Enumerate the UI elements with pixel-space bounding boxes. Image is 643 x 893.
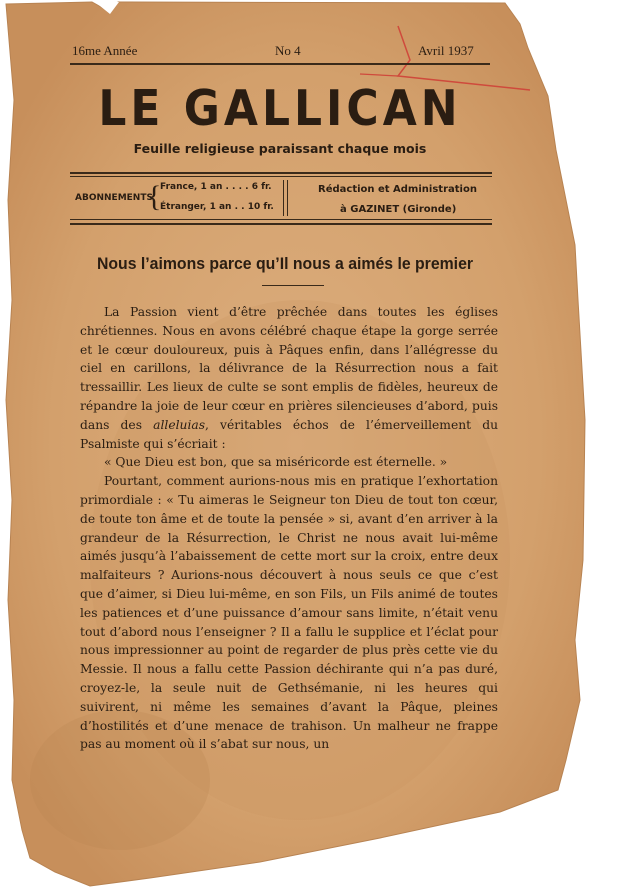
quote: « Que Dieu est bon, que sa miséricorde est éternelle. » xyxy=(104,455,448,470)
article-body xyxy=(80,303,498,754)
paragraph: Pourtant, comment aurions-nous mis en pratique l’exhortation primordiale : « Tu aimeras le Seigneur ton Dieu de tout ton cœur, de toute ton âme et de toute la pensée » si, avant d’en arriver à la grandeur de la Résurrection, le Christ ne nous avait lui-même aimés jusqu’à l’abaissement de cette mort sur la croix, entre deux malfaiteurs ? Aurions-nous découvert à nous seuls ce que c’est que d’aimer, si Dieu lui-même, en son Fils, un Fils animé de toutes les patiences et d’une puissance d’amour sans limite, n’était venu tout d’abord nous l’enseigner ? Il a fallu le supplice et l’éclat pour nous impressionner au point de regarder de plus près cette vie du Messie. Il nous a fallu cette Passion déchirante qui n’a pas duré, croyez-le, la seule nuit de Gethsémanie, ni les heures qui suivirent, ni même les semaines d’avant la Pâque, pleines d’hostilités et d’une menace de trahison. Un malheur ne frappe pas au moment où il s’abat sur nous, un xyxy=(80,474,498,752)
column-divider xyxy=(287,180,288,216)
issue-date: Avril 1937 xyxy=(418,43,474,58)
top-rule xyxy=(70,63,490,65)
subscriptions-label: ABONNEMENTS xyxy=(75,193,153,203)
brace-icon: { xyxy=(147,180,162,213)
header-rule-top xyxy=(70,172,492,174)
rate-france: France, 1 an . . . . 6 fr. xyxy=(160,182,272,192)
article-title: Nous l’aimons parce qu’Il nous a aimés le premier xyxy=(96,254,474,273)
rate-etranger: Étranger, 1 an . . 10 fr. xyxy=(160,202,274,212)
header-rule-bottom xyxy=(70,223,492,225)
newspaper-subtitle: Feuille religieuse paraissant chaque mois xyxy=(133,141,427,156)
paragraph xyxy=(80,303,498,453)
column-divider xyxy=(283,180,284,216)
paragraph-text-italic: alleluias xyxy=(153,417,206,432)
issue-year: 16me Année xyxy=(72,43,138,58)
title-underline xyxy=(262,285,324,286)
redaction-label: Rédaction et Administration xyxy=(318,184,477,195)
header-rule-top-thin xyxy=(70,176,492,177)
paragraph-text: La Passion vient d’être prêchée dans toutes les églises chrétiennes. Nous en avons célébré chaque étape la gorge serrée et le cœur douloureux, puis à Pâques enfin, dans l’allégresse du ciel en carillons, la délivrance de la Résurrection nous a fait tressaillir. Les lieux de culte se sont emplis de fidèles, heureux de répandre la joie de leur cœur en prières silencieuses d’abord, puis dans des xyxy=(80,305,498,432)
paragraph-text: , véritables échos de l’émerveillement du Psalmiste qui s’écriait : xyxy=(80,417,498,451)
issue-number: No 4 xyxy=(275,43,301,58)
newspaper-title: LE GALLICAN xyxy=(98,80,462,138)
redaction-address: à GAZINET (Gironde) xyxy=(340,204,457,215)
header-rule-bottom-thin xyxy=(70,219,492,220)
